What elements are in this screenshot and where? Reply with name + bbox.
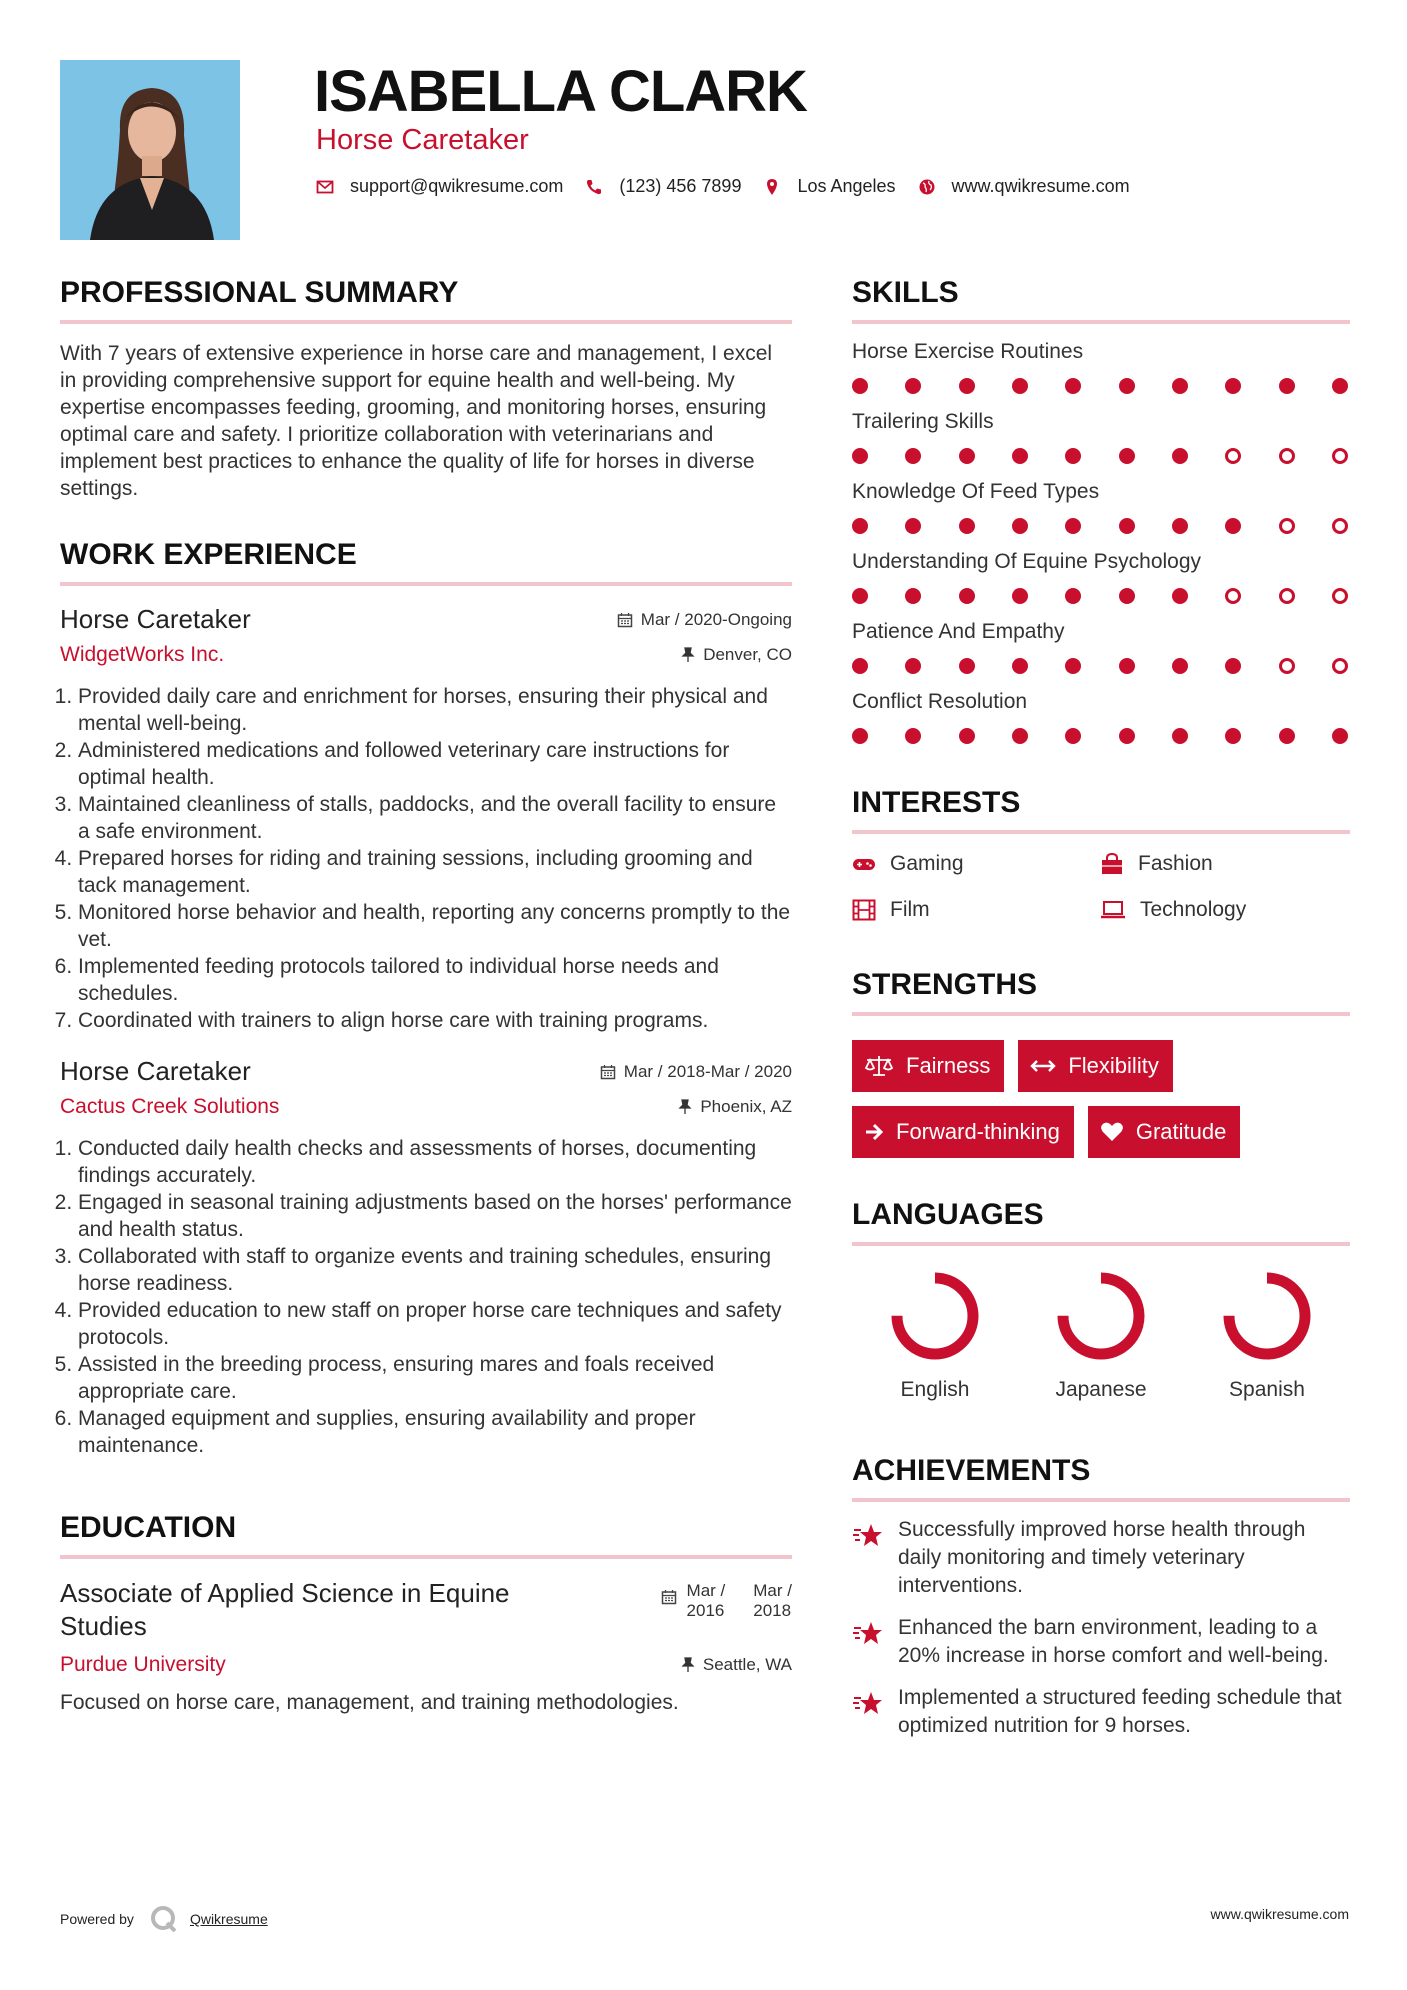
skill-rating — [852, 588, 1350, 604]
rating-dot-filled — [1119, 728, 1135, 744]
rating-dot-empty — [1332, 658, 1348, 674]
strength-badge: Fairness — [852, 1040, 1004, 1092]
duty-item: 6. Managed equipment and supplies, ensuring availability and proper maintenance. — [78, 1405, 792, 1459]
skill-name: Trailering Skills — [852, 410, 994, 433]
interest-item: Gaming — [852, 852, 1100, 876]
right-column — [852, 276, 1350, 1740]
rating-dot-filled — [1065, 448, 1081, 464]
rating-dot-filled — [1332, 728, 1348, 744]
skill-rating — [852, 658, 1350, 674]
qwikresume-logo-icon — [148, 1903, 180, 1935]
rating-dot-filled — [852, 588, 868, 604]
education-dates: Mar / 2016 Mar / 2018 — [661, 1581, 792, 1643]
skill-name: Patience And Empathy — [852, 620, 1065, 643]
languages-list — [852, 1268, 1350, 1402]
qwikresume-link[interactable]: Qwikresume — [189, 1911, 268, 1927]
language-name: Japanese — [1055, 1378, 1147, 1401]
job-duties — [60, 1135, 792, 1459]
strengths-list — [852, 1040, 1350, 1158]
rating-dot-filled — [1332, 378, 1348, 394]
arrow-right-icon — [864, 1122, 884, 1142]
rating-dot-filled — [1279, 728, 1295, 744]
calendar-icon — [617, 612, 633, 628]
language-name: Spanish — [1229, 1378, 1305, 1401]
rating-dot-filled — [905, 378, 921, 394]
rating-dot-filled — [1012, 728, 1028, 744]
rating-dot-empty — [1279, 588, 1295, 604]
skill-item — [852, 340, 1350, 394]
rating-dot-filled — [1065, 728, 1081, 744]
rating-dot-empty — [1332, 518, 1348, 534]
degree-title: Associate of Applied Science in Equine Studies — [60, 1578, 510, 1641]
duty-item: 2. Engaged in seasonal training adjustments based on the horses' performance and health status. — [78, 1189, 792, 1243]
rating-dot-filled — [852, 448, 868, 464]
strengths-heading: STRENGTHS — [852, 968, 1350, 1016]
duty-item: 1. Conducted daily health checks and assessments of horses, documenting findings accurately. — [78, 1135, 792, 1189]
map-pin-icon — [763, 178, 781, 196]
language-item — [1184, 1268, 1350, 1402]
contact-location: Los Angeles — [797, 176, 896, 196]
skills-list — [852, 340, 1350, 744]
trophy-star-icon — [852, 1620, 884, 1648]
duty-item: 4. Provided education to new staff on proper horse care techniques and safety protocols. — [78, 1297, 792, 1351]
rating-dot-filled — [1172, 518, 1188, 534]
rating-dot-filled — [959, 728, 975, 744]
rating-dot-filled — [1065, 518, 1081, 534]
strength-badge: Flexibility — [1018, 1040, 1172, 1092]
language-proficiency-ring — [1053, 1268, 1149, 1364]
globe-icon — [918, 178, 936, 196]
rating-dot-filled — [959, 448, 975, 464]
achievement-item: Enhanced the barn environment, leading to a 20% increase in horse comfort and well-being. — [852, 1614, 1350, 1670]
contact-email[interactable]: support@qwikresume.com — [350, 176, 564, 196]
duty-item: 1. Provided daily care and enrichment for horses, ensuring their physical and mental well-being. — [78, 683, 792, 737]
language-name: English — [900, 1378, 970, 1401]
language-proficiency-ring — [1219, 1268, 1315, 1364]
interest-item: Technology — [1100, 898, 1348, 922]
job-dates: Mar / 2018-Mar / 2020 — [600, 1062, 792, 1082]
calendar-icon — [661, 1589, 677, 1605]
job-entry — [60, 604, 792, 1034]
rating-dot-filled — [1279, 378, 1295, 394]
duty-item: 5. Assisted in the breeding process, ensuring mares and foals received appropriate care. — [78, 1351, 792, 1405]
duty-item: 4. Prepared horses for riding and training sessions, including grooming and tack management. — [78, 845, 792, 899]
rating-dot-empty — [1279, 448, 1295, 464]
rating-dot-filled — [1012, 448, 1028, 464]
skill-rating — [852, 728, 1350, 744]
duty-item: 2. Administered medications and followed veterinary care instructions for optimal health. — [78, 737, 792, 791]
rating-dot-filled — [1225, 658, 1241, 674]
skill-rating — [852, 378, 1350, 394]
phone-icon — [585, 178, 603, 196]
contact-phone: (123) 456 7899 — [619, 176, 742, 196]
rating-dot-filled — [1172, 378, 1188, 394]
rating-dot-empty — [1332, 448, 1348, 464]
language-proficiency-ring — [887, 1268, 983, 1364]
skills-heading: SKILLS — [852, 276, 1350, 324]
achievements-heading: ACHIEVEMENTS — [852, 1454, 1350, 1502]
rating-dot-filled — [1065, 378, 1081, 394]
rating-dot-filled — [959, 378, 975, 394]
rating-dot-filled — [1119, 518, 1135, 534]
achievement-item: Successfully improved horse health through daily monitoring and timely veterinary interventions. — [852, 1516, 1350, 1600]
rating-dot-filled — [1119, 378, 1135, 394]
proficiency-arc — [1063, 1278, 1139, 1354]
rating-dot-filled — [1119, 588, 1135, 604]
interests-heading: INTERESTS — [852, 786, 1350, 834]
arrows-horizontal-icon — [1030, 1058, 1056, 1074]
interest-item: Fashion — [1100, 852, 1348, 876]
gamepad-icon — [852, 855, 876, 873]
contact-bar — [316, 176, 1152, 197]
scale-icon — [864, 1054, 894, 1078]
pushpin-icon — [681, 1657, 695, 1673]
experience-heading: WORK EXPERIENCE — [60, 538, 792, 586]
skill-item — [852, 410, 1350, 464]
achievement-item: Implemented a structured feeding schedule that optimized nutrition for 9 horses. — [852, 1684, 1350, 1740]
rating-dot-filled — [905, 448, 921, 464]
rating-dot-filled — [905, 588, 921, 604]
rating-dot-filled — [959, 658, 975, 674]
skill-name: Understanding Of Equine Psychology — [852, 550, 1202, 573]
film-icon — [852, 899, 876, 921]
job-location: Phoenix, AZ — [678, 1097, 792, 1117]
language-item — [1018, 1268, 1184, 1402]
education-entry — [60, 1577, 792, 1716]
skill-item — [852, 550, 1350, 604]
language-item — [852, 1268, 1018, 1402]
footer-powered-by: Powered by Qwikresume — [60, 1903, 268, 1935]
rating-dot-filled — [1172, 588, 1188, 604]
rating-dot-filled — [1012, 378, 1028, 394]
rating-dot-empty — [1279, 518, 1295, 534]
summary-heading: PROFESSIONAL SUMMARY — [60, 276, 792, 324]
school-location: Seattle, WA — [681, 1655, 792, 1675]
summary-text: With 7 years of extensive experience in horse care and management, I excel in providing comprehensive support for equine health and well-being. My expertise encompasses feeding, grooming, and monitoring horses, ensuring optimal care and safety. I prioritize collaboration with veterinarians and implement best practices to enhance the quality of life for horses in diverse settings. — [60, 342, 773, 500]
rating-dot-empty — [1225, 588, 1241, 604]
skill-rating — [852, 518, 1350, 534]
rating-dot-filled — [1012, 588, 1028, 604]
strength-badge: Gratitude — [1088, 1106, 1241, 1158]
achievements-list — [852, 1516, 1350, 1740]
calendar-icon — [600, 1064, 616, 1080]
candidate-role: Horse Caretaker — [316, 124, 529, 156]
duty-item: 6. Implemented feeding protocols tailored to individual horse needs and schedules. — [78, 953, 792, 1007]
company-name: Cactus Creek Solutions — [60, 1095, 280, 1118]
skill-item — [852, 620, 1350, 674]
job-location: Denver, CO — [681, 645, 792, 665]
candidate-name: ISABELLA CLARK — [314, 59, 807, 124]
skill-name: Knowledge Of Feed Types — [852, 480, 1100, 503]
rating-dot-filled — [1119, 658, 1135, 674]
rating-dot-filled — [852, 728, 868, 744]
education-heading: EDUCATION — [60, 1511, 792, 1559]
pushpin-icon — [681, 647, 695, 663]
company-name: WidgetWorks Inc. — [60, 643, 225, 666]
rating-dot-empty — [1279, 658, 1295, 674]
rating-dot-filled — [1119, 448, 1135, 464]
rating-dot-filled — [905, 728, 921, 744]
proficiency-arc — [897, 1278, 973, 1354]
rating-dot-filled — [852, 518, 868, 534]
rating-dot-filled — [1012, 658, 1028, 674]
skill-item — [852, 690, 1350, 744]
duty-item: 3. Maintained cleanliness of stalls, paddocks, and the overall facility to ensure a safe environment. — [78, 791, 792, 845]
job-duties — [60, 683, 792, 1034]
heart-icon — [1100, 1121, 1124, 1143]
skill-item — [852, 480, 1350, 534]
rating-dot-filled — [852, 378, 868, 394]
duty-item: 3. Collaborated with staff to organize events and training schedules, ensuring horse readiness. — [78, 1243, 792, 1297]
interests-list — [852, 852, 1350, 922]
rating-dot-filled — [959, 518, 975, 534]
job-entry — [60, 1056, 792, 1459]
footer-website[interactable]: www.qwikresume.com — [1210, 1906, 1349, 1922]
pushpin-icon — [678, 1099, 692, 1115]
trophy-star-icon — [852, 1522, 884, 1550]
rating-dot-filled — [1065, 658, 1081, 674]
duty-item: 5. Monitored horse behavior and health, reporting any concerns promptly to the vet. — [78, 899, 792, 953]
rating-dot-filled — [1225, 378, 1241, 394]
rating-dot-filled — [1172, 448, 1188, 464]
school-name: Purdue University — [60, 1653, 226, 1676]
skill-rating — [852, 448, 1350, 464]
duty-item: 7. Coordinated with trainers to align horse care with training programs. — [78, 1007, 792, 1034]
rating-dot-filled — [959, 588, 975, 604]
rating-dot-filled — [1172, 728, 1188, 744]
left-column — [60, 276, 792, 1716]
strength-badge: Forward-thinking — [852, 1106, 1074, 1158]
job-title: Horse Caretaker — [60, 604, 251, 634]
shopping-bag-icon — [1100, 853, 1124, 875]
proficiency-arc — [1229, 1278, 1305, 1354]
rating-dot-filled — [905, 658, 921, 674]
profile-photo — [60, 60, 240, 240]
rating-dot-filled — [1225, 518, 1241, 534]
rating-dot-filled — [905, 518, 921, 534]
laptop-icon — [1100, 900, 1126, 920]
rating-dot-empty — [1332, 588, 1348, 604]
envelope-icon — [316, 178, 334, 196]
rating-dot-filled — [1012, 518, 1028, 534]
skill-name: Conflict Resolution — [852, 690, 1028, 713]
contact-website[interactable]: www.qwikresume.com — [951, 176, 1130, 196]
skill-name: Horse Exercise Routines — [852, 340, 1084, 363]
interest-item: Film — [852, 898, 1100, 922]
job-dates: Mar / 2020-Ongoing — [617, 610, 792, 630]
trophy-star-icon — [852, 1690, 884, 1718]
job-title: Horse Caretaker — [60, 1056, 251, 1086]
rating-dot-filled — [852, 658, 868, 674]
rating-dot-empty — [1225, 448, 1241, 464]
rating-dot-filled — [1172, 658, 1188, 674]
rating-dot-filled — [1225, 728, 1241, 744]
rating-dot-filled — [1065, 588, 1081, 604]
languages-heading: LANGUAGES — [852, 1198, 1350, 1246]
education-description: Focused on horse care, management, and training methodologies. — [60, 1691, 679, 1714]
